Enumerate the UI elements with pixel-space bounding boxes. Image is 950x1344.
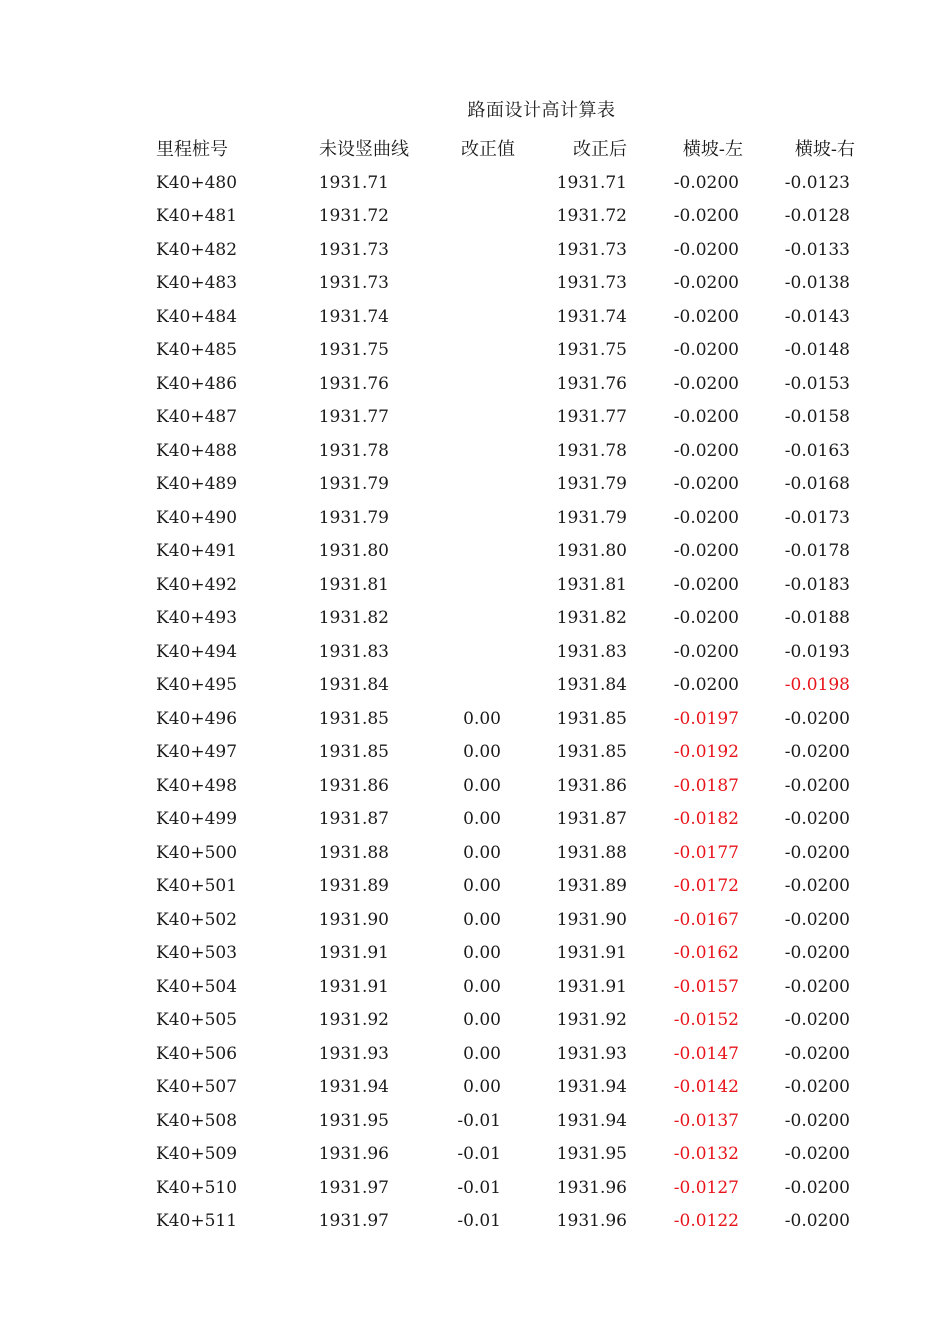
- cross-slope-right-cell: -0.0158: [784, 407, 850, 427]
- table-row: [0, 167, 950, 201]
- raw-elevation-cell: 1931.72: [318, 206, 389, 226]
- cross-slope-right-cell: -0.0200: [784, 1077, 850, 1097]
- station-cell: K40+504: [156, 976, 238, 997]
- table-row: [0, 937, 950, 971]
- corrected-elevation-cell: 1931.84: [556, 675, 627, 695]
- table-row: [0, 636, 950, 670]
- corrected-elevation-cell: 1931.73: [556, 273, 627, 293]
- cross-slope-right-cell: -0.0123: [784, 172, 850, 193]
- table-row: [0, 602, 950, 636]
- correction-cell: -0.01: [457, 1177, 501, 1198]
- cross-slope-left-cell: -0.0200: [673, 608, 739, 628]
- raw-elevation-cell: 1931.83: [318, 641, 389, 662]
- correction-cell: [389, 368, 501, 402]
- station-cell: K40+510: [156, 1177, 238, 1198]
- correction-cell: 0.00: [463, 1077, 501, 1097]
- correction-cell: 0.00: [463, 842, 501, 863]
- cross-slope-left-cell: -0.0127: [673, 1177, 739, 1198]
- station-cell: K40+496: [156, 708, 238, 729]
- correction-cell: [389, 334, 501, 368]
- raw-elevation-cell: 1931.88: [318, 842, 389, 863]
- corrected-elevation-cell: 1931.74: [556, 306, 627, 327]
- station-cell: K40+488: [156, 440, 238, 461]
- corrected-elevation-cell: 1931.71: [556, 172, 627, 193]
- cross-slope-right-cell: -0.0198: [784, 675, 850, 695]
- raw-elevation-cell: 1931.91: [318, 943, 389, 963]
- cross-slope-right-cell: -0.0188: [784, 608, 850, 628]
- station-cell: K40+480: [156, 172, 238, 193]
- raw-elevation-cell: 1931.85: [318, 742, 389, 762]
- table-row: [0, 435, 950, 469]
- table-row: [0, 234, 950, 268]
- station-cell: K40+491: [156, 541, 238, 561]
- corrected-elevation-cell: 1931.96: [556, 1177, 627, 1198]
- correction-cell: [389, 301, 501, 335]
- raw-elevation-cell: 1931.84: [318, 675, 389, 695]
- raw-elevation-cell: 1931.77: [318, 407, 389, 427]
- header-cross-slope-right: 横坡-右: [794, 139, 855, 160]
- cross-slope-left-cell: -0.0137: [673, 1110, 739, 1131]
- table-header-row: [0, 133, 950, 167]
- corrected-elevation-cell: 1931.92: [556, 1010, 627, 1030]
- station-cell: K40+509: [156, 1144, 238, 1164]
- raw-elevation-cell: 1931.73: [318, 239, 389, 260]
- raw-elevation-cell: 1931.90: [318, 909, 389, 930]
- correction-cell: [389, 401, 501, 435]
- corrected-elevation-cell: 1931.95: [556, 1144, 627, 1164]
- raw-elevation-cell: 1931.71: [318, 172, 389, 193]
- table-row: [0, 1205, 950, 1239]
- corrected-elevation-cell: 1931.82: [556, 608, 627, 628]
- station-cell: K40+511: [156, 1211, 238, 1231]
- raw-elevation-cell: 1931.81: [318, 574, 389, 595]
- correction-cell: [389, 569, 501, 603]
- corrected-elevation-cell: 1931.88: [556, 842, 627, 863]
- cross-slope-left-cell: -0.0200: [673, 474, 739, 494]
- raw-elevation-cell: 1931.76: [318, 373, 389, 394]
- corrected-elevation-cell: 1931.87: [556, 809, 627, 829]
- raw-elevation-cell: 1931.86: [318, 775, 389, 796]
- table-row: [0, 569, 950, 603]
- table-row: [0, 1071, 950, 1105]
- raw-elevation-cell: 1931.75: [318, 340, 389, 360]
- cross-slope-right-cell: -0.0200: [784, 1211, 850, 1231]
- station-cell: K40+500: [156, 842, 238, 863]
- cross-slope-right-cell: -0.0200: [784, 1144, 850, 1164]
- cross-slope-right-cell: -0.0200: [784, 809, 850, 829]
- corrected-elevation-cell: 1931.78: [556, 440, 627, 461]
- station-cell: K40+493: [156, 608, 238, 628]
- cross-slope-right-cell: -0.0200: [784, 775, 850, 796]
- header-station: 里程桩号: [156, 139, 228, 160]
- table-row: [0, 904, 950, 938]
- correction-cell: [389, 200, 501, 234]
- cross-slope-right-cell: -0.0200: [784, 1043, 850, 1064]
- station-cell: K40+502: [156, 909, 238, 930]
- raw-elevation-cell: 1931.85: [318, 708, 389, 729]
- correction-cell: [389, 435, 501, 469]
- station-cell: K40+505: [156, 1010, 238, 1030]
- cross-slope-right-cell: -0.0133: [784, 239, 850, 260]
- correction-cell: 0.00: [463, 976, 501, 997]
- corrected-elevation-cell: 1931.80: [556, 541, 627, 561]
- corrected-elevation-cell: 1931.85: [556, 708, 627, 729]
- cross-slope-left-cell: -0.0200: [673, 206, 739, 226]
- cross-slope-right-cell: -0.0168: [784, 474, 850, 494]
- table-row: [0, 1038, 950, 1072]
- cross-slope-right-cell: -0.0178: [784, 541, 850, 561]
- corrected-elevation-cell: 1931.72: [556, 206, 627, 226]
- table-row: [0, 1004, 950, 1038]
- header-raw-elevation: 未设竖曲线: [319, 139, 409, 160]
- correction-cell: -0.01: [457, 1211, 501, 1231]
- cross-slope-right-cell: -0.0138: [784, 273, 850, 293]
- correction-cell: 0.00: [463, 876, 501, 896]
- raw-elevation-cell: 1931.91: [318, 976, 389, 997]
- table-row: [0, 770, 950, 804]
- cross-slope-right-cell: -0.0163: [784, 440, 850, 461]
- cross-slope-right-cell: -0.0200: [784, 842, 850, 863]
- cross-slope-left-cell: -0.0147: [673, 1043, 739, 1064]
- station-cell: K40+483: [156, 273, 238, 293]
- corrected-elevation-cell: 1931.94: [556, 1077, 627, 1097]
- station-cell: K40+489: [156, 474, 238, 494]
- corrected-elevation-cell: 1931.96: [556, 1211, 627, 1231]
- table-row: [0, 535, 950, 569]
- station-cell: K40+482: [156, 239, 238, 260]
- corrected-elevation-cell: 1931.79: [556, 507, 627, 528]
- station-cell: K40+486: [156, 373, 238, 394]
- cross-slope-left-cell: -0.0177: [673, 842, 739, 863]
- cross-slope-left-cell: -0.0197: [673, 708, 739, 729]
- table-row: [0, 1105, 950, 1139]
- station-cell: K40+497: [156, 742, 238, 762]
- cross-slope-right-cell: -0.0200: [784, 909, 850, 930]
- cross-slope-left-cell: -0.0142: [673, 1077, 739, 1097]
- calc-table: [0, 133, 950, 1239]
- corrected-elevation-cell: 1931.93: [556, 1043, 627, 1064]
- correction-cell: 0.00: [463, 742, 501, 762]
- correction-cell: [389, 502, 501, 536]
- raw-elevation-cell: 1931.74: [318, 306, 389, 327]
- cross-slope-left-cell: -0.0172: [673, 876, 739, 896]
- correction-cell: 0.00: [463, 809, 501, 829]
- station-cell: K40+506: [156, 1043, 238, 1064]
- table-row: [0, 200, 950, 234]
- table-row: [0, 334, 950, 368]
- raw-elevation-cell: 1931.87: [318, 809, 389, 829]
- corrected-elevation-cell: 1931.89: [556, 876, 627, 896]
- raw-elevation-cell: 1931.79: [318, 507, 389, 528]
- correction-cell: [389, 602, 501, 636]
- cross-slope-left-cell: -0.0200: [673, 675, 739, 695]
- cross-slope-right-cell: -0.0200: [784, 943, 850, 963]
- correction-cell: -0.01: [457, 1110, 501, 1131]
- table-row: [0, 1172, 950, 1206]
- table-row: [0, 368, 950, 402]
- raw-elevation-cell: 1931.94: [318, 1077, 389, 1097]
- station-cell: K40+499: [156, 809, 238, 829]
- correction-cell: 0.00: [463, 708, 501, 729]
- correction-cell: [389, 267, 501, 301]
- correction-cell: [389, 669, 501, 703]
- cross-slope-left-cell: -0.0200: [673, 641, 739, 662]
- corrected-elevation-cell: 1931.91: [556, 976, 627, 997]
- cross-slope-right-cell: -0.0200: [784, 1177, 850, 1198]
- header-corrected: 改正后: [573, 139, 627, 160]
- header-cross-slope-left: 横坡-左: [682, 139, 743, 160]
- correction-cell: 0.00: [463, 943, 501, 963]
- cross-slope-right-cell: -0.0128: [784, 206, 850, 226]
- correction-cell: 0.00: [463, 775, 501, 796]
- cross-slope-right-cell: -0.0153: [784, 373, 850, 394]
- cross-slope-left-cell: -0.0200: [673, 239, 739, 260]
- cross-slope-left-cell: -0.0200: [673, 172, 739, 193]
- raw-elevation-cell: 1931.89: [318, 876, 389, 896]
- raw-elevation-cell: 1931.79: [318, 474, 389, 494]
- cross-slope-left-cell: -0.0200: [673, 340, 739, 360]
- correction-cell: 0.00: [463, 1010, 501, 1030]
- cross-slope-right-cell: -0.0193: [784, 641, 850, 662]
- correction-cell: [389, 234, 501, 268]
- station-cell: K40+501: [156, 876, 238, 896]
- cross-slope-left-cell: -0.0152: [673, 1010, 739, 1030]
- table-row: [0, 870, 950, 904]
- cross-slope-right-cell: -0.0143: [784, 306, 850, 327]
- cross-slope-left-cell: -0.0200: [673, 407, 739, 427]
- station-cell: K40+485: [156, 340, 238, 360]
- station-cell: K40+507: [156, 1077, 238, 1097]
- station-cell: K40+503: [156, 943, 238, 963]
- cross-slope-left-cell: -0.0200: [673, 507, 739, 528]
- cross-slope-left-cell: -0.0200: [673, 541, 739, 561]
- cross-slope-left-cell: -0.0200: [673, 306, 739, 327]
- raw-elevation-cell: 1931.93: [318, 1043, 389, 1064]
- raw-elevation-cell: 1931.78: [318, 440, 389, 461]
- table-row: [0, 837, 950, 871]
- cross-slope-left-cell: -0.0167: [673, 909, 739, 930]
- cross-slope-right-cell: -0.0200: [784, 976, 850, 997]
- raw-elevation-cell: 1931.92: [318, 1010, 389, 1030]
- corrected-elevation-cell: 1931.90: [556, 909, 627, 930]
- raw-elevation-cell: 1931.80: [318, 541, 389, 561]
- corrected-elevation-cell: 1931.85: [556, 742, 627, 762]
- table-row: [0, 502, 950, 536]
- corrected-elevation-cell: 1931.75: [556, 340, 627, 360]
- station-cell: K40+487: [156, 407, 238, 427]
- corrected-elevation-cell: 1931.76: [556, 373, 627, 394]
- correction-cell: [389, 535, 501, 569]
- cross-slope-right-cell: -0.0200: [784, 876, 850, 896]
- cross-slope-right-cell: -0.0200: [784, 1010, 850, 1030]
- header-correction: 改正值: [461, 139, 515, 160]
- station-cell: K40+508: [156, 1110, 238, 1131]
- page-title: 路面设计高计算表: [467, 100, 616, 121]
- corrected-elevation-cell: 1931.91: [556, 943, 627, 963]
- cross-slope-right-cell: -0.0183: [784, 574, 850, 595]
- raw-elevation-cell: 1931.95: [318, 1110, 389, 1131]
- station-cell: K40+494: [156, 641, 238, 662]
- raw-elevation-cell: 1931.97: [318, 1211, 389, 1231]
- cross-slope-left-cell: -0.0200: [673, 440, 739, 461]
- corrected-elevation-cell: 1931.86: [556, 775, 627, 796]
- table-row: [0, 703, 950, 737]
- cross-slope-left-cell: -0.0200: [673, 574, 739, 595]
- correction-cell: [389, 468, 501, 502]
- table-row: [0, 669, 950, 703]
- cross-slope-left-cell: -0.0122: [673, 1211, 739, 1231]
- table-row: [0, 1138, 950, 1172]
- corrected-elevation-cell: 1931.81: [556, 574, 627, 595]
- raw-elevation-cell: 1931.96: [318, 1144, 389, 1164]
- corrected-elevation-cell: 1931.94: [556, 1110, 627, 1131]
- table-row: [0, 301, 950, 335]
- corrected-elevation-cell: 1931.77: [556, 407, 627, 427]
- cross-slope-left-cell: -0.0182: [673, 809, 739, 829]
- station-cell: K40+490: [156, 507, 238, 528]
- cross-slope-right-cell: -0.0148: [784, 340, 850, 360]
- corrected-elevation-cell: 1931.83: [556, 641, 627, 662]
- corrected-elevation-cell: 1931.73: [556, 239, 627, 260]
- station-cell: K40+495: [156, 675, 238, 695]
- table-row: [0, 468, 950, 502]
- cross-slope-left-cell: -0.0187: [673, 775, 739, 796]
- cross-slope-left-cell: -0.0157: [673, 976, 739, 997]
- correction-cell: [389, 636, 501, 670]
- corrected-elevation-cell: 1931.79: [556, 474, 627, 494]
- table-row: [0, 736, 950, 770]
- cross-slope-right-cell: -0.0200: [784, 1110, 850, 1131]
- cross-slope-right-cell: -0.0200: [784, 708, 850, 729]
- cross-slope-right-cell: -0.0200: [784, 742, 850, 762]
- cross-slope-left-cell: -0.0132: [673, 1144, 739, 1164]
- table-row: [0, 267, 950, 301]
- cross-slope-left-cell: -0.0200: [673, 273, 739, 293]
- correction-cell: -0.01: [457, 1144, 501, 1164]
- cross-slope-right-cell: -0.0173: [784, 507, 850, 528]
- table-row: [0, 401, 950, 435]
- correction-cell: 0.00: [463, 909, 501, 930]
- table-row: [0, 971, 950, 1005]
- raw-elevation-cell: 1931.73: [318, 273, 389, 293]
- raw-elevation-cell: 1931.97: [318, 1177, 389, 1198]
- station-cell: K40+492: [156, 574, 238, 595]
- station-cell: K40+484: [156, 306, 238, 327]
- correction-cell: [389, 167, 501, 201]
- station-cell: K40+481: [156, 206, 238, 226]
- cross-slope-left-cell: -0.0192: [673, 742, 739, 762]
- cross-slope-left-cell: -0.0162: [673, 943, 739, 963]
- station-cell: K40+498: [156, 775, 238, 796]
- raw-elevation-cell: 1931.82: [318, 608, 389, 628]
- cross-slope-left-cell: -0.0200: [673, 373, 739, 394]
- correction-cell: 0.00: [463, 1043, 501, 1064]
- table-body: [0, 167, 950, 1239]
- table-row: [0, 803, 950, 837]
